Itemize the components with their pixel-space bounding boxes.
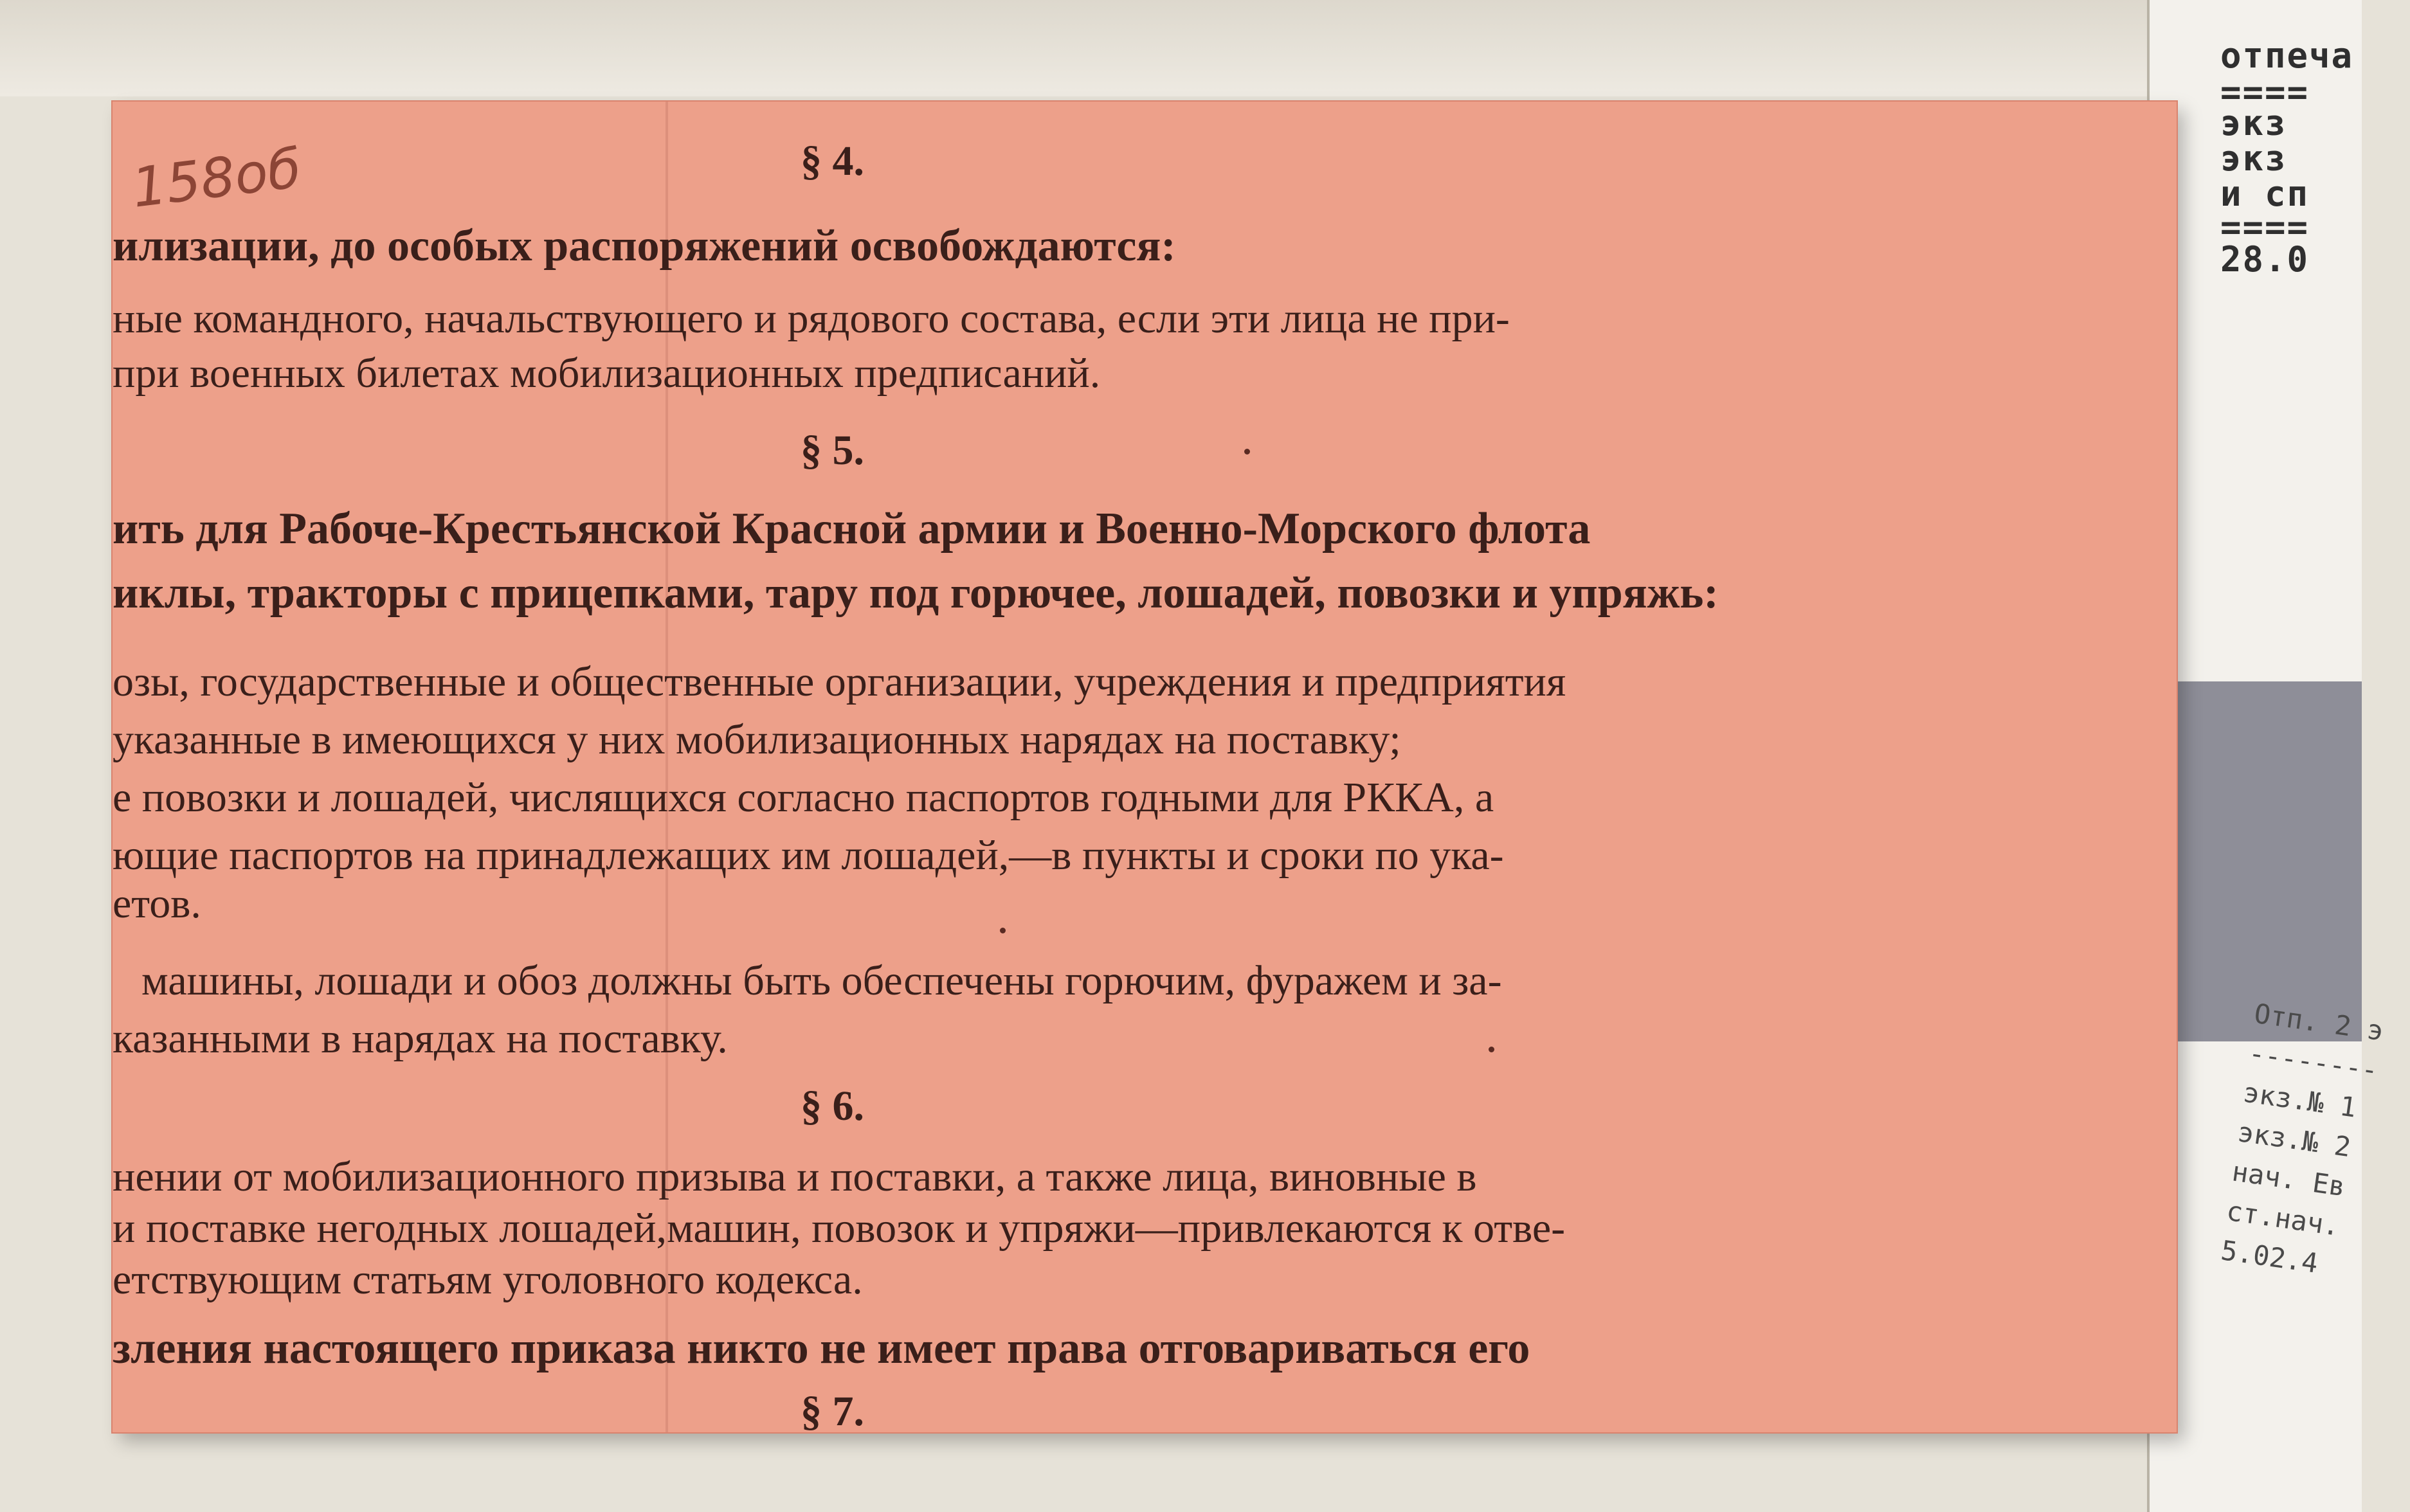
binder-typed-line: экз [2220, 103, 2287, 143]
doc-line: при военных билетах мобилизационных предписаний. [113, 350, 1101, 397]
doc-line: озы, государственные и общественные организации, учреждения и предприятия [113, 658, 1566, 705]
binder-lower-line: -------- [2247, 1037, 2380, 1086]
binder-lower-line: Отп. 2 э [2252, 997, 2386, 1047]
section-heading-5: § 5. [801, 427, 864, 474]
binder-typed-line: отпеча [2220, 35, 2354, 76]
doc-line: нении от мобилизационного призыва и поставки, а также лица, виновные в [113, 1153, 1477, 1200]
ink-speck [1244, 449, 1250, 455]
doc-line: указанные в имеющихся у них мобилизационных нарядах на поставку; [113, 716, 1401, 763]
doc-line: ные командного, начальствующего и рядового состава, если эти лица не при- [113, 295, 1510, 342]
doc-line: илизации, до особых распоряжений освобождаются: [113, 221, 1176, 271]
section-heading-4: § 4. [801, 138, 864, 184]
binder-typed-line: ==== [2220, 72, 2310, 113]
binder-typed-line: ==== [2220, 207, 2310, 248]
ink-speck [1000, 928, 1006, 933]
doc-line: етствующим статьям уголовного кодекса. [113, 1256, 863, 1303]
binder-typed-line: экз [2220, 138, 2287, 179]
doc-line: зления настоящего приказа никто не имеет права отговариваться его [113, 1324, 1530, 1373]
binder-lower-line: нач. Ев [2230, 1155, 2348, 1203]
section-heading-6: § 6. [801, 1083, 864, 1130]
doc-line: е повозки и лошадей, числящихся согласно паспортов годными для РККА, а [113, 774, 1494, 821]
binder-lower-line: 5.02.4 [2218, 1234, 2320, 1279]
binder-typed-line: и сп [2220, 174, 2310, 214]
doc-line: ить для Рабоче-Крестьянской Красной армии и Военно-Морского флота [113, 504, 1591, 554]
ink-speck [1489, 1047, 1494, 1052]
doc-line: етов. [113, 880, 201, 927]
handwritten-archive-note: 158об [129, 136, 305, 220]
section-heading-7: § 7. [801, 1388, 864, 1435]
binder-lower-line: экз.№ 1 [2241, 1076, 2359, 1124]
binder-lower-typed [2211, 994, 2410, 1346]
binder-lower-line: экз.№ 2 [2235, 1115, 2353, 1164]
doc-line: машины, лошади и обоз должны быть обеспечены горючим, фуражем и за- [141, 957, 1502, 1004]
doc-line: и поставке негодных лошадей,машин, повозок и упряжи—привлекаются к отве- [113, 1205, 1566, 1252]
binder-right-page [2147, 0, 2386, 1512]
binder-lower-line: ст.нач. [2224, 1194, 2342, 1242]
pink-document-sheet [113, 102, 2177, 1435]
grey-cover-sheet [2150, 681, 2362, 1041]
doc-line: казанными в нарядах на поставку. [113, 1015, 728, 1062]
background-shadow [0, 0, 2186, 96]
binder-typed-line: 28.0 [2220, 239, 2310, 280]
doc-line: ющие паспортов на принадлежащих им лошадей,—в пункты и сроки по ука- [113, 832, 1504, 879]
doc-line: иклы, тракторы с прицепками, тару под горючее, лошадей, повозки и упряжь: [113, 568, 1719, 618]
